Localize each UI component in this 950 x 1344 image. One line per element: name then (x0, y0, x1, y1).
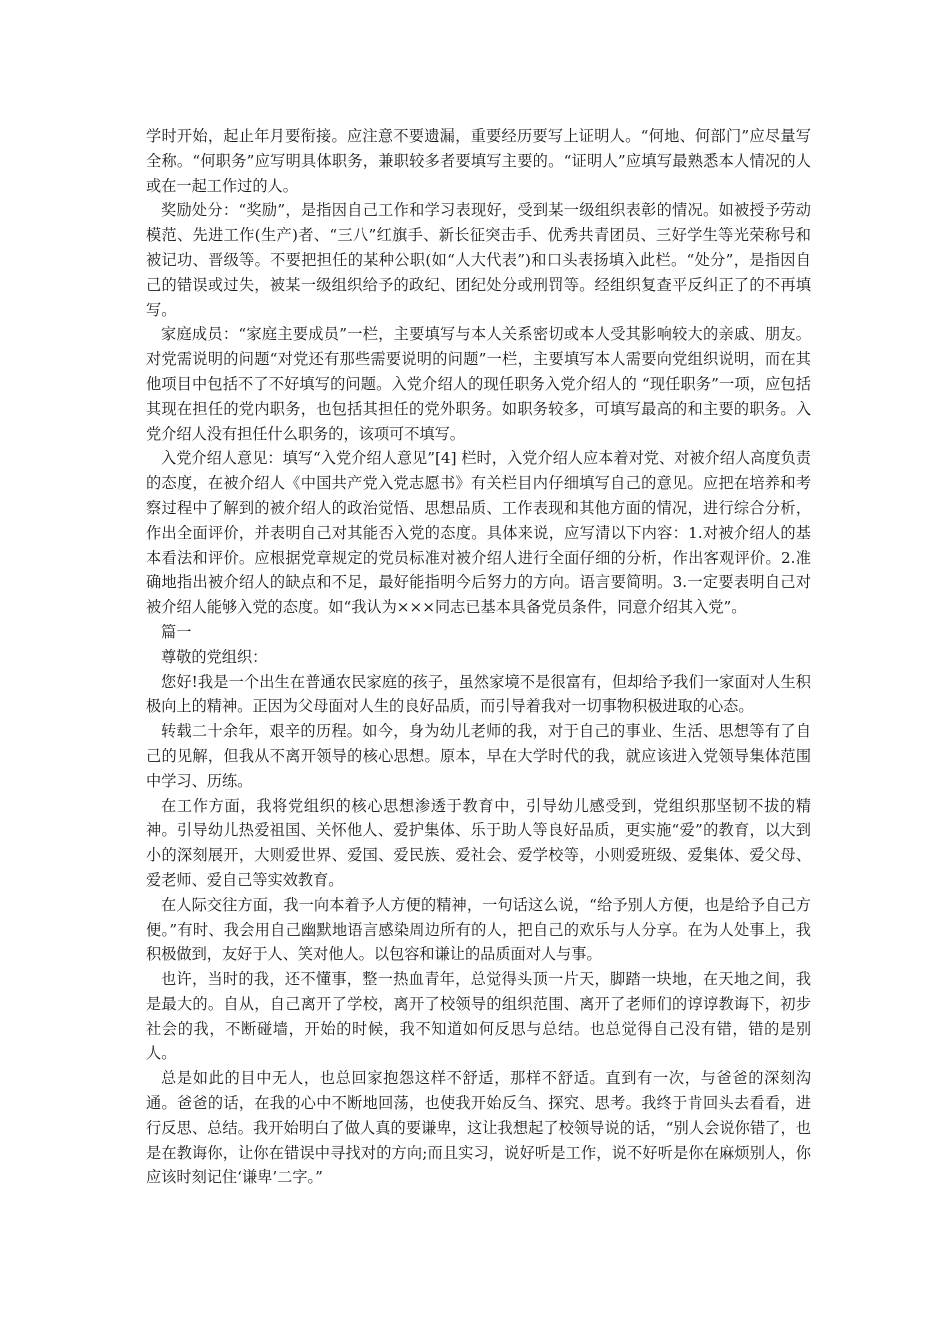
paragraph-family-members: 家庭成员：“家庭主要成员”一栏，主要填写与本人关系密切或本人受其影响较大的亲戚、朋友。对党需说明的问题“对党还有那些需要说明的问题”一栏，主要填写本人需要向党组织说明，而在其他项目中包括不了不好填写的问题。入党介绍人的现任职务入党介绍人的 “现任职务”一项，应包括其现在担任的党内职务，也包括其担任的党外职务。如职务较多，可填写最高的和主要的职务。入党介绍人没有担任什么职务的，该项可不填写。 (146, 325, 811, 443)
paragraph-history: 转载二十余年，艰辛的历程。如今，身为幼儿老师的我，对于自己的事业、生活、思想等有了自己的见解，但我从不离开领导的核心思想。原本，早在大学时代的我，就应该进入党领导集体范围中学习、历练。 (146, 722, 811, 790)
paragraph-reflection: 也许，当时的我，还不懂事，整一热血青年，总觉得头顶一片天，脚踏一块地，在天地之间，我是最大的。自从，自己离开了学校，离开了校领导的组织范围、离开了老师们的谆谆教诲下，初步社会的我，不断碰墙，开始的时候，我不知道如何反思与总结。也总觉得自己没有错，错的是别人。 (146, 970, 811, 1063)
paragraph-work: 在工作方面，我将党组织的核心思想渗透于教育中，引导幼儿感受到，党组织那坚韧不拔的精神。引导幼儿热爱祖国、关怀他人、爱护集体、乐于助人等良好品质，更实施“爱”的教育，以大到小的深刻展开，大则爱世界、爱国、爱民族、爱社会、爱学校等，小则爱班级、爱集体、爱父母、爱老师、爱自己等实效教育。 (146, 796, 811, 889)
document-body (146, 124, 811, 1190)
paragraph-resume-continued: 学时开始，起止年月要衔接。应注意不要遗漏，重要经历要写上证明人。“何地、何部门”应尽量写全称。“何职务”应写明具体职务，兼职较多者要填写主要的。“证明人”应填写最熟悉本人情况的人或在一起工作过的人。 (146, 127, 811, 195)
section-heading: 篇一 (161, 622, 192, 641)
paragraph-greeting: 您好!我是一个出生在普通农民家庭的孩子，虽然家境不是很富有，但却给予我们一家面对人生积极向上的精神。正因为父母面对人生的良好品质，而引导着我对一切事物积极进取的心态。 (146, 672, 811, 716)
paragraph-humility: 总是如此的目中无人，也总回家抱怨这样不舒适，那样不舒适。直到有一次，与爸爸的深刻沟通。爸爸的话，在我的心中不断地回荡，也使我开始反刍、探究、思考。我终于肯回头去看看，进行反思、总结。我开始明白了做人真的要谦卑，这让我想起了校领导说的话，“别人会说你错了，也是在教诲你，让你在错误中寻找对的方向;而且实习，说好听是工作，说不好听是你在麻烦别人，你应该时刻记住‘谦卑’二字。” (146, 1069, 811, 1187)
letter-salutation: 尊敬的党组织： (161, 647, 268, 666)
paragraph-rewards-punishments: 奖励处分：“奖励”，是指因自己工作和学习表现好，受到某一级组织表彰的情况。如被授予劳动模范、先进工作(生产)者、“三八”红旗手、新长征突击手、优秀共青团员、三好学生等光荣称号和被记功、晋级等。不要把担任的某种公职(如“人大代表”)和口头表扬填入此栏。“处分”，是指因自己的错误或过失，被某一级组织给予的政纪、团纪处分或刑罚等。经组织复查平反纠正了的不再填写。 (146, 201, 811, 319)
paragraph-interpersonal: 在人际交往方面，我一向本着予人方便的精神，一句话这么说，“给予别人方便，也是给予自己方便。”有时、我会用自己幽默地语言感染周边所有的人，把自己的欢乐与人分享。在为人处事上，我积极做到，友好于人、笑对他人。以包容和谦让的品质面对人与事。 (146, 895, 811, 964)
paragraph-introducer-opinion: 入党介绍人意见：填写“入党介绍人意见”[4] 栏时，入党介绍人应本着对党、对被介绍人高度负责的态度，在被介绍人《中国共产党入党志愿书》有关栏目内仔细填写自己的意见。应把在培养和考察过程中了解到的被介绍人的政治觉悟、思想品质、工作表现和其他方面的情况，进行综合分析，作出全面评价，并表明自己对其能否入党的态度。具体来说，应写清以下内容：1.对被介绍人的基本看法和评价。应根据党章规定的党员标准对被介绍人进行全面仔细的分析，作出客观评价。2.准确地指出被介绍人的缺点和不足，最好能指明今后努力的方向。语言要简明。3.一定要表明自己对被介绍人能够入党的态度。如“我认为×××同志已基本具备党员条件，同意介绍其入党”。 (146, 449, 811, 617)
